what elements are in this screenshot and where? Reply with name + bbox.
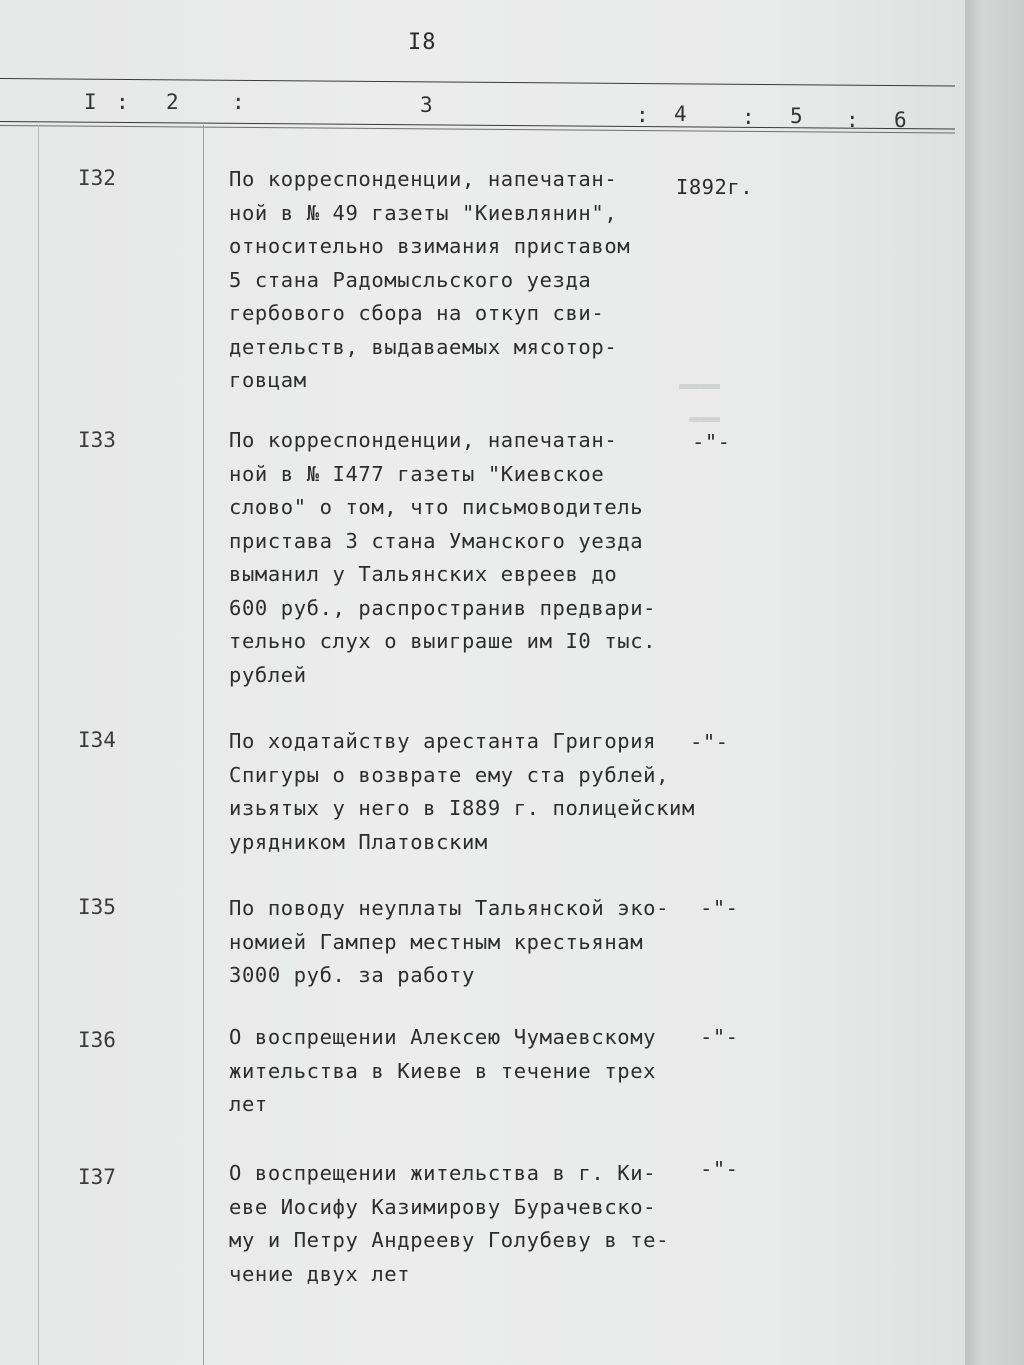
entry-number: I36 bbox=[78, 1028, 116, 1052]
entry-description: О воспрещении Алексею Чумаевскому жительства в Киеве в течение трех лет bbox=[229, 1025, 657, 1116]
column-header-2: 2 bbox=[166, 90, 179, 114]
entry-description: О воспрещении жительства в г. Ки- еве Иосифу Казимирову Бурачевско- му и Петру Андрееву Голубеву в те- чение двух лет bbox=[229, 1161, 670, 1286]
entry-number: I32 bbox=[78, 166, 116, 190]
entry-date: -"- bbox=[700, 1157, 739, 1181]
column-divider bbox=[203, 125, 204, 1365]
column-header-1: I bbox=[84, 90, 97, 114]
entry-number: I33 bbox=[78, 428, 116, 452]
entry-date: -"- bbox=[690, 730, 729, 754]
column-separator: : bbox=[636, 103, 649, 127]
column-divider bbox=[38, 125, 39, 1365]
column-separator: : bbox=[116, 90, 129, 114]
bleed-through-text: ▬▬▬▬ ▬▬▬ bbox=[679, 376, 720, 429]
entry-date: -"- bbox=[692, 430, 731, 454]
header-bottom-rule-thin bbox=[0, 125, 955, 134]
entry-number: I37 bbox=[78, 1165, 116, 1189]
background-page-edge bbox=[965, 0, 1024, 1365]
entry-number: I35 bbox=[78, 895, 116, 919]
column-header-3: 3 bbox=[420, 93, 433, 117]
entry-description: По корреспонденции, напечатан- ной в № I477 газеты "Киевское слово" о том, что письмоводитель пристава 3 стана Уманского уезда выманил у Тальянских евреев до 600 руб., распространив предвари- тельно слух о выиграше им I0 тыс. рублей bbox=[229, 428, 657, 687]
entry-number: I34 bbox=[78, 728, 116, 752]
entry-description: По поводу неуплаты Тальянской эко- номией Гампер местным крестьянам 3000 руб. за работу bbox=[229, 896, 670, 987]
entry-date: -"- bbox=[700, 896, 739, 920]
entry-description: По корреспонденции, напечатан- ной в № 49 газеты "Киевлянин", относительно взимания приставом 5 стана Радомысльского уезда гербового сбора на откуп сви- детельств, выдаваемых мясотор- говцам bbox=[229, 167, 631, 392]
entry-date: I892г. bbox=[676, 175, 754, 199]
entry-description: По ходатайству арестанта Григория Спигуры о возврате ему ста рублей, изьятых у него в I889 г. полицейским урядником Платовским bbox=[229, 729, 695, 854]
entry-date: -"- bbox=[700, 1025, 739, 1049]
column-header-5: 5 bbox=[790, 104, 803, 128]
column-header-6: 6 bbox=[894, 108, 907, 132]
column-header-4: 4 bbox=[674, 102, 687, 126]
page-number: I8 bbox=[408, 30, 437, 55]
column-separator: : bbox=[742, 105, 755, 129]
column-separator: : bbox=[846, 108, 859, 132]
column-separator: : bbox=[232, 90, 245, 114]
header-top-rule bbox=[0, 78, 955, 87]
